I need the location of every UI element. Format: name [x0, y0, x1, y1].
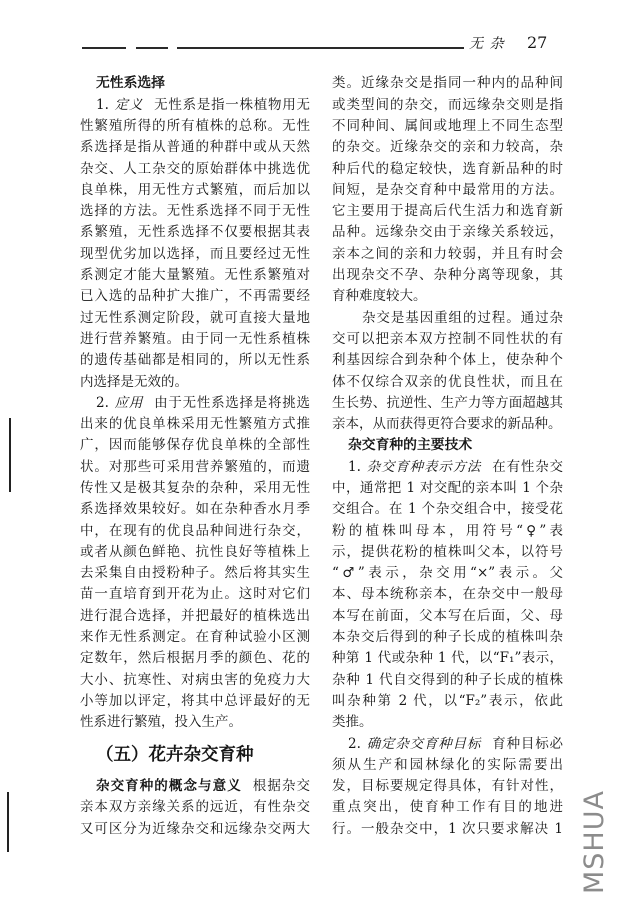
left-column	[80, 73, 310, 840]
text-line: 须从生产和园林绿化的实际需要出	[332, 756, 563, 773]
scan-mark	[9, 418, 11, 492]
section-title	[332, 435, 563, 456]
text-line: 过无性系测定阶段，就可直接大量地	[80, 309, 310, 326]
text-line: 亲本双方亲缘关系的远近，有性杂交	[80, 799, 310, 816]
text-line: 本、母本统称亲本，在杂交中一般母	[332, 586, 563, 603]
text-line: 杂种 1 代自交得到的种子长成的植株	[332, 671, 563, 688]
header-rule	[82, 47, 464, 49]
text-line: 杂交、人工杂交的原始群体中挑选优	[80, 160, 310, 177]
right-column	[332, 73, 563, 840]
numbered-paragraph	[80, 95, 310, 393]
item-term: 确定杂交育种目标	[365, 735, 482, 752]
text-line: 去采集自由授粉种子。然后将其实生	[80, 565, 310, 582]
text-line: 内选择是无效的。	[80, 373, 188, 390]
text-line: 交可以把亲本双方控制不同性状的有	[332, 330, 563, 347]
numbered-paragraph	[80, 393, 310, 734]
item-term: 杂交育种表示方法	[365, 458, 482, 475]
chapter-section-title	[80, 734, 310, 777]
text-line: 它主要用于提高后代生活力和选育新	[332, 203, 563, 220]
text-line: 性繁殖所得的所有植株的总称。无性	[80, 117, 310, 134]
text-line: 出现杂交不孕、杂种分离等现象，其	[332, 267, 563, 284]
text-line: 发，目标要规定得具体，有针对性，	[332, 778, 563, 795]
text-line: 种后代的稳定较快，选育新品种的时	[332, 160, 563, 177]
continued-paragraph	[332, 73, 563, 307]
numbered-paragraph	[332, 734, 563, 840]
text-line: 本杂交后得到的种子长成的植株叫杂	[332, 629, 563, 646]
text-line: 现型优劣加以选择，而且要经过无性	[80, 245, 310, 262]
item-number: 1.	[96, 96, 109, 113]
text-line: 出来的优良单株采用无性繁殖方式推	[80, 416, 310, 433]
text-line: 本写在前面，父本写在后面，父、母	[332, 607, 563, 624]
text-line: 良单株，用无性方式繁殖，而后加以	[80, 181, 310, 198]
heading-text: （五）花卉杂交育种	[96, 744, 254, 765]
text-line: 传性又是极其复杂的杂种，采用无性	[80, 479, 310, 496]
text-line: 又可区分为近缘杂交和远缘杂交两大	[80, 820, 310, 837]
text-line: 已入选的品种扩大推广，不再需要经	[80, 288, 310, 305]
running-title: 无 杂	[469, 36, 505, 52]
text-line: 状。对那些可采用营养繁殖的，而遗	[80, 458, 310, 475]
text-line: 亲本之间的亲和力较弱，并且有时会	[332, 245, 563, 262]
numbered-paragraph	[332, 457, 563, 734]
text-line: 品种。远缘杂交由于亲缘关系较远，	[332, 224, 563, 241]
text-line: 利基因综合到杂种个体上，使杂种个	[332, 352, 563, 369]
text-line: 系选择是指从普通的种群中或从天然	[80, 139, 310, 156]
text-line: 中，通常把 1 对交配的亲本叫 1 个杂	[332, 479, 563, 496]
section-title	[80, 73, 310, 94]
body-text: 无性系是指一株植物用无	[154, 96, 310, 113]
runin-paragraph	[80, 776, 310, 840]
text-line: 进行营养繁殖。由于同一无性系植株	[80, 330, 310, 347]
text-line: 亲本，从而获得更符合要求的新品种。	[332, 416, 562, 433]
text-line: 叫杂种第 2 代，以“F₂”表示，依此	[332, 692, 563, 709]
text-line	[80, 393, 310, 414]
text-line: 苗一直培育到开花为止。这时对它们	[80, 586, 310, 603]
runin-heading: 杂交育种的概念与意义	[96, 778, 242, 795]
text-line: 中，在现有的优良品种间进行杂交，	[80, 522, 310, 539]
text-line: 示，提供花粉的植株叫父本，以符号	[332, 543, 563, 560]
body-text: 育种目标必	[492, 735, 563, 752]
text-line: 广，因而能够保存优良单株的全部性	[80, 437, 310, 454]
text-line: 或者从颜色鲜艳、抗性良好等植株上	[80, 543, 310, 560]
heading-text: 无性系选择	[96, 75, 165, 92]
text-line: 性系进行繁殖，投入生产。	[80, 714, 242, 731]
text-line: 行。一般杂交中，1 次只要求解决 1	[332, 820, 563, 837]
page-number: 27	[527, 33, 548, 52]
text-line: “♂”表示，杂交用“×”表示。父	[332, 565, 563, 582]
text-line: 不同种间、属间或地理上不同生态型	[332, 117, 563, 134]
text-line: 或类型间的杂交，而远缘杂交则是指	[332, 96, 563, 113]
item-term: 应用	[113, 394, 144, 411]
text-line: 来作无性系测定。在育种试验小区测	[80, 629, 310, 646]
text-line: 重点突出，使育种工作有目的地进	[332, 799, 563, 816]
text-line	[332, 734, 563, 755]
text-line: 生长势、抗逆性、生产力等方面超越其	[332, 394, 563, 411]
text-line: 粉的植株叫母本，用符号“♀”表	[332, 522, 563, 539]
item-term: 定义	[113, 96, 144, 113]
text-line: 选择的方法。无性系选择不同于无性	[80, 203, 310, 220]
text-line	[80, 95, 310, 116]
body-text: 在有性杂交	[492, 458, 563, 475]
text-line: 定数年，然后根据月季的颜色、花的	[80, 650, 310, 667]
heading-text: 杂交育种的主要技术	[348, 437, 473, 454]
text-line: 系选择效果较好。如在杂种香水月季	[80, 501, 310, 518]
text-line: 体不仅综合双亲的优良性状，而且在	[332, 373, 563, 390]
text-line: 间短，是杂交育种中最常用的方法。	[332, 181, 563, 198]
item-number: 1.	[348, 458, 361, 475]
item-number: 2.	[348, 735, 361, 752]
text-line: 类。近缘杂交是指同一种内的品种间	[332, 75, 563, 92]
text-line: 杂交是基因重组的过程。通过杂	[362, 309, 563, 326]
text-line	[332, 457, 563, 478]
text-line: 系繁殖，无性系选择不仅要根据其表	[80, 224, 310, 241]
paragraph	[332, 308, 563, 436]
text-line	[80, 776, 310, 797]
text-line: 育种难度较大。	[332, 288, 427, 305]
scan-mark	[7, 792, 9, 852]
text-line: 的杂交。近缘杂交的亲和力较高，杂	[332, 139, 563, 156]
text-line: 类推。	[332, 714, 373, 731]
item-number: 2.	[96, 394, 109, 411]
text-line: 进行混合选择，并把最好的植株选出	[80, 607, 310, 624]
text-line: 交组合。在 1 个杂交组合中，接受花	[332, 501, 563, 518]
text-line: 小等加以评定，将其中总评最好的无	[80, 692, 310, 709]
text-line: 大小、抗寒性、对病虫害的免疫力大	[80, 671, 310, 688]
watermark: MSHUA	[579, 790, 610, 894]
text-line: 的遗传基础都是相同的，所以无性系	[80, 352, 310, 369]
text-line: 系测定才能大量繁殖。无性系繁殖对	[80, 267, 310, 284]
text-line: 种第 1 代或杂种 1 代，以“F₁”表示，	[332, 650, 563, 667]
body-text: 由于无性系选择是将挑选	[154, 394, 310, 411]
body-text: 根据杂交	[252, 778, 310, 795]
